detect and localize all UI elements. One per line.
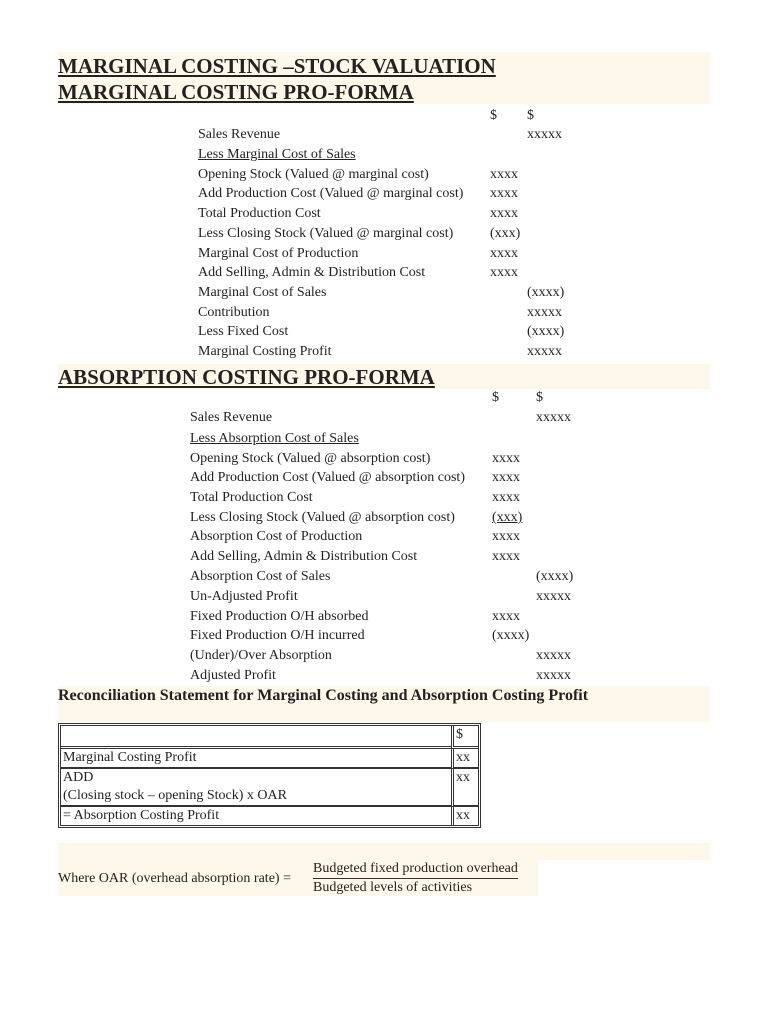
row-value-1: xxxx <box>490 246 518 261</box>
row-label: = Absorption Costing Profit <box>63 808 220 823</box>
row-value-1: xxxx <box>492 549 520 564</box>
row-value-1: xxxx <box>490 206 518 221</box>
row-value-1: (xxx) <box>492 510 523 525</box>
oar-prefix: Where OAR (overhead absorption rate) = <box>58 871 291 886</box>
row-value-1: xxxx <box>490 265 518 280</box>
row-label: Absorption Cost of Sales <box>190 569 331 584</box>
row-value-2: xxxxx <box>536 668 571 683</box>
marginal-proforma-heading: MARGINAL COSTING PRO-FORMA <box>58 80 414 104</box>
table-row <box>61 726 478 749</box>
col-header-2: $ <box>527 108 534 123</box>
row-label: Less Fixed Cost <box>198 324 289 339</box>
row-value-2: xxxxx <box>536 589 571 604</box>
row-label: Sales Revenue <box>198 127 281 142</box>
row-label: Add Selling, Admin & Distribution Cost <box>198 265 426 280</box>
add-formula: (Closing stock – opening Stock) x OAR <box>63 788 287 803</box>
row-label: Add Selling, Admin & Distribution Cost <box>190 549 418 564</box>
row-value-1: xxxx <box>492 490 520 505</box>
footer-band <box>58 843 710 860</box>
row-value-1: (xxx) <box>490 226 521 241</box>
row-value-2: xxxxx <box>527 344 562 359</box>
row-value-1: xxxx <box>490 167 518 182</box>
row-value-1: xxxx <box>492 451 520 466</box>
add-label: ADD <box>63 770 94 785</box>
row-label: Less Absorption Cost of Sales <box>190 431 359 446</box>
page-title: MARGINAL COSTING –STOCK VALUATION <box>58 54 496 78</box>
row-label: Opening Stock (Valued @ absorption cost) <box>190 451 431 466</box>
row-label: Marginal Cost of Sales <box>198 285 327 300</box>
row-value-1: xxxx <box>492 609 520 624</box>
row-label: Opening Stock (Valued @ marginal cost) <box>198 167 429 182</box>
row-label: Marginal Costing Profit <box>61 749 451 769</box>
row-label: Less Closing Stock (Valued @ absorption cost) <box>190 510 455 525</box>
table-row <box>61 769 478 807</box>
row-label: Marginal Costing Profit <box>198 344 332 359</box>
row-label: Un-Adjusted Profit <box>190 589 298 604</box>
row-value-2: (xxxx) <box>527 285 565 300</box>
row-value-2: xxxxx <box>527 305 562 320</box>
oar-denominator: Budgeted levels of activities <box>313 880 473 895</box>
row-value-1: xxxx <box>492 529 520 544</box>
reconciliation-title: Reconciliation Statement for Marginal Costing and Absorption Costing Profit <box>58 687 589 704</box>
row-value-2: xxxxx <box>536 648 571 663</box>
row-value-1: (xxxx) <box>492 628 530 643</box>
row-label: Fixed Production O/H absorbed <box>190 609 369 624</box>
currency-header: $ <box>451 726 478 749</box>
oar-numerator: Budgeted fixed production overhead <box>313 860 518 879</box>
row-label: Fixed Production O/H incurred <box>190 628 365 643</box>
reconciliation-table <box>58 723 481 828</box>
row-value-1: xxxx <box>490 186 518 201</box>
row-value-2: (xxxx) <box>536 569 574 584</box>
row-label: Total Production Cost <box>190 490 313 505</box>
oar-fraction <box>313 860 518 897</box>
row-value-1: xxxx <box>492 470 520 485</box>
table-row <box>61 749 478 769</box>
row-label: Absorption Cost of Production <box>190 529 363 544</box>
row-label: Marginal Cost of Production <box>198 246 359 261</box>
row-label: Less Closing Stock (Valued @ marginal cost) <box>198 226 454 241</box>
row-value: xx <box>451 769 478 807</box>
row-label: (Under)/Over Absorption <box>190 648 332 663</box>
row-label: Sales Revenue <box>190 410 273 425</box>
row-label: Less Marginal Cost of Sales <box>198 147 356 162</box>
row-label: Contribution <box>198 305 270 320</box>
col-header-1: $ <box>492 390 499 405</box>
row-label: Add Production Cost (Valued @ marginal cost) <box>198 186 464 201</box>
row-label: Total Production Cost <box>198 206 321 221</box>
row-label <box>61 769 451 807</box>
row-value-2: xxxxx <box>536 410 571 425</box>
row-label: Add Production Cost (Valued @ absorption cost) <box>190 470 465 485</box>
row-value: xx <box>451 807 478 825</box>
row-value-2: xxxxx <box>527 127 562 142</box>
row-label: Adjusted Profit <box>190 668 276 683</box>
row-value-2: (xxxx) <box>527 324 565 339</box>
table-row <box>61 807 478 825</box>
col-header-2: $ <box>536 390 543 405</box>
absorption-proforma-heading: ABSORPTION COSTING PRO-FORMA <box>58 365 435 389</box>
col-header-1: $ <box>490 108 497 123</box>
row-value: xx <box>451 749 478 769</box>
